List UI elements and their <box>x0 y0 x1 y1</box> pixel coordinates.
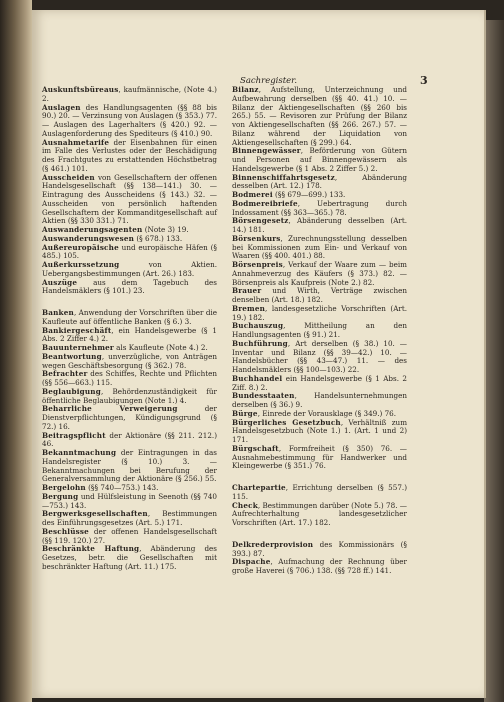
entry-headword: Außerkurssetzung <box>42 260 120 269</box>
entry-headword: Beharrliche Verweigerung <box>42 404 178 414</box>
index-entry <box>42 493 217 511</box>
index-entry <box>232 86 407 147</box>
entry-text: , Verkauf der Waare zum — beim Annahmeverzug des Käufers (§ 373.) 82. — Börsenpreis als Kaufpreis (Note 2.) 82. <box>232 260 407 287</box>
index-entry <box>42 139 217 174</box>
page-edge <box>484 20 504 702</box>
entry-text: ein Handelsgewerbe (§ 1 Abs. 2 Ziff. 8.) 2. <box>232 373 407 392</box>
index-entry <box>42 388 217 406</box>
entry-headword: Auslagen <box>42 102 81 112</box>
index-entry <box>42 353 217 371</box>
entry-text: und europäische Häfen (§ 485.) 105. <box>42 242 217 261</box>
entry-headword: Bremen <box>232 303 266 313</box>
entry-headword: Bodmereibriefe <box>232 198 298 208</box>
index-entry <box>232 322 407 340</box>
entry-headword: Ausnahmetarife <box>42 137 110 147</box>
entry-text: und Wirth, Verträge zwischen denselben (Art. 18.) 182. <box>232 286 407 304</box>
entry-text: , Formfreiheit (§ 350) 76. — Ausnahmebestimmung für Handwerker und Kleingewerbe (§ 351.) 76. <box>232 443 407 471</box>
entry-headword: Buchauszug <box>232 321 284 331</box>
index-entry <box>42 279 217 297</box>
entry-text: der offenen Handelsgesellschaft (§§ 119. 120.) 27. <box>42 526 217 545</box>
entry-text: , landesgesetzliche Vorschriften (Art. 19.) 182. <box>232 303 407 322</box>
index-entry <box>232 235 407 261</box>
entry-headword: Bürgerliches Gesetzbuch <box>232 417 341 427</box>
index-entry <box>42 545 217 571</box>
entry-headword: Bergung <box>42 491 79 501</box>
entry-text: , Aufstellung, Unterzeichnung und Aufbewahrung derselben (§§ 40. 41.) 10. — Bilanz der Aktiengesellschaften (§§ 260 bis 265.) 55. — Revisoren zur Prüfung der Bilanz von Aktiengesellschaften (§§ 266. 267.) 57. — Bilanz während der Liquidation von Aktiengesellschaften (§ 299.) 64. <box>232 85 407 147</box>
entry-text: von Aktien. Uebergangsbestimmungen (Art. 26.) 183. <box>42 260 217 278</box>
entry-text: , Anwendung der Vorschriften über die Kaufleute auf öffentliche Banken (§ 6.) 3. <box>42 308 217 326</box>
index-entry <box>42 510 217 528</box>
entry-text: , Abänderung desselben (Art. 14.) 181. <box>232 216 407 234</box>
entry-headword: Check <box>232 500 258 510</box>
running-title: Sachregister. <box>240 76 298 86</box>
index-entry <box>232 392 407 410</box>
index-entry <box>232 261 407 287</box>
entry-headword: Börsenkurs <box>232 233 281 243</box>
entry-headword: Außereuropäische <box>42 242 119 252</box>
entry-headword: Dispache <box>232 557 271 567</box>
entry-headword: Befrachter <box>42 369 88 379</box>
index-entry <box>42 528 217 546</box>
entry-text: des Schiffes, Rechte und Pflichten (§§ 556—663.) 115. <box>42 369 217 387</box>
right-column <box>232 86 407 576</box>
entry-text: des Kommissionärs (§ 393.) 87. <box>232 539 407 558</box>
index-entry <box>232 200 407 218</box>
index-entry <box>42 370 217 388</box>
index-entry <box>232 217 407 235</box>
entry-headword: Beschränkte Haftung <box>42 544 140 554</box>
entry-headword: Delkrederprovision <box>232 539 314 549</box>
entry-text: , unverzügliche, von Anträgen wegen Geschäftsbesorgung (§ 362.) 78. <box>42 351 217 370</box>
index-entry <box>42 309 217 327</box>
entry-headword: Binnenschiffahrtsgesetz <box>232 172 335 182</box>
index-entry <box>232 147 407 173</box>
entry-text: , Mittheilung an den Handlungsagenten (§ 91.) 21. <box>232 321 407 339</box>
index-entry <box>232 558 407 576</box>
entry-headword: Beantwortung <box>42 351 102 361</box>
entry-text: , Bestimmungen darüber (Note 5.) 78. — Aufrechterhaltung landesgesetzlicher Vorschriften (Art. 17.) 182. <box>232 500 407 527</box>
index-entry <box>232 541 407 559</box>
entry-text: , Zurechnungsstellung desselben bei Kommissionen zum Ein- und Verkauf von Waaren (§§ 400. 401.) 88. <box>232 233 407 261</box>
entry-text: , Einrede der Vorausklage (§ 349.) 76. <box>257 408 397 418</box>
entry-text: (Note 3) 19. <box>142 225 189 234</box>
entry-headword: Brauer <box>232 286 262 296</box>
entry-headword: Bankiergeschäft <box>42 325 112 335</box>
entry-text: , Art derselben (§ 38.) 10. — Inventar und Bilanz (§§ 39—42.) 10. — Handelsbücher (§§ 43—47.) 11. — des Handelsmäklers (§§ 100—103.) 22. <box>232 338 407 374</box>
entry-text: des Handlungsagenten (§§ 88 bis 90.) 20. — Verzinsung von Auslagen (§ 353.) 77. — Auslagen des Lagerhalters (§ 420.) 92. — Auslagenforderung des Spediteurs (§ 410.) 90. <box>42 102 217 138</box>
entry-headword: Beitragspflicht <box>42 430 106 440</box>
entry-text: von Gesellschaftern der offenen Handelsgesellschaft (§§ 138—141.) 30. — Eintragung des Ausscheidens (§ 143.) 32. — Ausscheiden von persönlich haftenden Gesellschaftern der Kommanditgesellschaft auf Aktien (§§ 330 331.) 71. <box>42 172 217 226</box>
entry-headword: Auswanderungswesen <box>42 233 135 243</box>
entry-headword: Bodmerei <box>232 190 273 199</box>
entry-text: , Bestimmungen des Einführungsgesetzes (Art. 5.) 171. <box>42 509 217 527</box>
index-entry <box>232 305 407 323</box>
entry-headword: Beglaubigung <box>42 386 101 396</box>
entry-text: aus dem Tagebuch des Handelsmäklers (§ 101.) 23. <box>42 277 217 296</box>
entry-headword: Bürgschaft <box>232 443 279 453</box>
entry-text: , Abänderung desselben (Art. 12.) 178. <box>232 172 407 191</box>
entry-headword: Binnengewässer <box>232 146 301 156</box>
entry-headword: Börsenpreis <box>232 260 283 269</box>
entry-headword: Bergwerksgesellschaften <box>42 509 148 519</box>
entry-text: (§§ 679—699.) 133. <box>272 190 346 199</box>
entry-text: , Beförderung von Gütern und Personen auf Binnengewässern als Handelsgewerbe (§ 1 Abs. 2 Ziffer 5.) 2. <box>232 146 407 173</box>
entry-text: , Behördenzuständigkeit für öffentliche Beglaubigungen (Note 1.) 4. <box>42 386 217 405</box>
entry-headword: Bilanz <box>232 85 259 94</box>
index-entry <box>42 244 217 262</box>
entry-text: , Errichtung derselben (§ 557.) 115. <box>232 483 407 501</box>
entry-headword: Beschlüsse <box>42 526 89 536</box>
page-number: 3 <box>420 74 428 87</box>
entry-text: (§ 678.) 133. <box>134 233 183 243</box>
index-entry <box>232 340 407 375</box>
entry-headword: Chartepartie <box>232 483 286 492</box>
index-entry <box>232 484 407 502</box>
entry-text: , ein Handelsgewerbe (§ 1 Abs. 2 Ziffer 4.) 2. <box>42 325 217 344</box>
entry-headword: Auswanderungsagenten <box>42 225 143 234</box>
index-entry <box>42 261 217 279</box>
index-entry <box>42 405 217 431</box>
entry-text: (§§ 740—753.) 143. <box>85 483 159 492</box>
entry-headword: Börsengesetz <box>232 216 289 226</box>
entry-headword: Bekanntmachung <box>42 448 117 457</box>
entry-text: der Eisenbahnen für einen im Falle des Verlustes oder der Beschädigung des Frachtgutes zu erstattenden Höchstbetrag (§ 461.) 101. <box>42 137 217 173</box>
entry-headword: Auskunftsbüreaus <box>42 85 119 94</box>
entry-headword: Bauunternehmer <box>42 343 114 352</box>
entry-text: , Aufmachung der Rechnung über große Haverei (§ 706.) 138. (§§ 728 ff.) 141. <box>232 557 407 575</box>
entry-text: , Verhältniß zum Handelsgesetzbuch (Note 1.) 1. (Art. 1 und 2) 171. <box>232 417 408 444</box>
entry-text: , Abänderung des Gesetzes, betr. die Gesellschaften mit beschränkter Haftung (Art. 11.) 175. <box>42 544 217 571</box>
entry-text: als Kaufleute (Note 4.) 2. <box>113 343 208 352</box>
entry-headword: Bundesstaaten <box>232 391 295 401</box>
entry-text: der Aktionäre (§§ 211. 212.) 46. <box>42 430 217 449</box>
index-entry <box>42 104 217 139</box>
index-entry <box>232 287 407 305</box>
index-entry <box>42 327 217 345</box>
index-entry <box>42 174 217 227</box>
entry-text: der Dienstverpflichtungen, Kündigungsgrund (§ 72.) 16. <box>42 404 217 431</box>
entry-headword: Bergelohn <box>42 483 86 492</box>
index-entry <box>232 375 407 393</box>
entry-text: der Eintragungen in das Handelsregister (§ 10.) 3. — Bekanntmachungen bei Berufung der Generalversammlung der Aktionäre (§ 256.) 55. <box>42 448 217 484</box>
entry-text: , kaufmännische, (Note 4.) 2. <box>42 85 217 103</box>
index-entry <box>42 432 217 450</box>
entry-text: und Hülfsleistung in Seenoth (§§ 740—753.) 143. <box>42 491 217 510</box>
entry-headword: Ausscheiden <box>42 172 95 182</box>
entry-headword: Buchführung <box>232 338 288 348</box>
book-spine <box>0 0 32 702</box>
index-entry <box>232 502 407 528</box>
index-entry <box>232 419 407 445</box>
index-entry <box>232 445 407 471</box>
index-entry <box>42 86 217 104</box>
left-column <box>42 86 217 572</box>
entry-text: , Uebertragung durch Indossament (§§ 363—365.) 78. <box>232 198 407 217</box>
index-entry <box>232 174 407 192</box>
index-entry <box>42 449 217 484</box>
entry-text: , Handelsunternehmungen derselben (§ 36.) 9. <box>232 391 407 409</box>
entry-headword: Auszüge <box>42 277 78 287</box>
entry-headword: Buchhandel <box>232 373 283 383</box>
entry-headword: Bürge <box>232 408 258 418</box>
entry-headword: Banken <box>42 308 74 317</box>
